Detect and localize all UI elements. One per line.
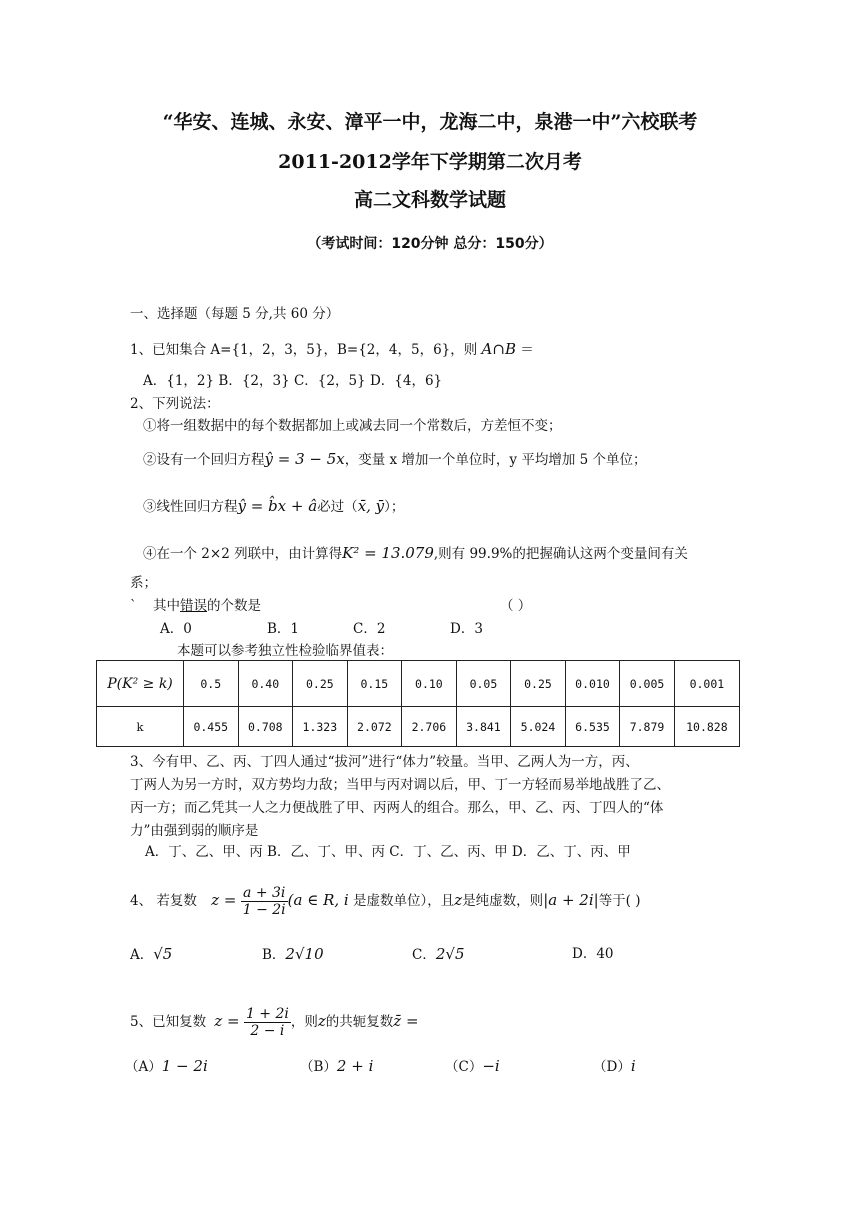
q4-fraction bbox=[241, 885, 288, 918]
page-title: 高二文科数学试题 bbox=[353, 189, 506, 211]
q2-s4-post: ,则有 99.9%的把握确认这两个变量间有关 bbox=[433, 546, 688, 562]
q5-mid: ，则 bbox=[290, 1014, 318, 1030]
table-cell: 10.828 bbox=[674, 707, 739, 747]
q3-line3: 丙一方；而乙凭其一人之力便战胜了甲、丙两人的组合。那么，甲、乙、丙、丁四人的“体 bbox=[130, 800, 664, 816]
q4-denominator: 1 − 2i bbox=[242, 902, 286, 918]
table-row bbox=[97, 661, 740, 707]
q5-option-d bbox=[593, 1056, 636, 1077]
q2-statement-4 bbox=[143, 543, 688, 564]
q2-option-d: D．3 bbox=[450, 621, 483, 637]
q1-stem: 1、已知集合 A={1，2，3，5}，B={2，4，5，6}，则 bbox=[130, 342, 478, 358]
q5-denominator: 2 − i bbox=[250, 1023, 285, 1039]
table-k-label: k bbox=[97, 707, 184, 747]
q4-opt-c-val: 2√5 bbox=[435, 945, 465, 963]
q4-option-b bbox=[262, 944, 324, 965]
q2-tick: ` bbox=[130, 598, 137, 614]
table-cell: 0.5 bbox=[184, 661, 239, 707]
q5-fraction bbox=[244, 1006, 291, 1039]
table-cell: 0.40 bbox=[238, 661, 293, 707]
q1-expr: A∩B bbox=[481, 340, 516, 358]
q2-table-note: 本题可以参考独立性检验临界值表： bbox=[177, 643, 393, 659]
q4-abs: |a + 2i| bbox=[543, 891, 599, 909]
table-cell: 0.25 bbox=[511, 661, 566, 707]
table-cell: 0.708 bbox=[238, 707, 293, 747]
q3-line4: 力”由强到弱的顺序是 bbox=[130, 823, 259, 839]
q2-option-a: A．0 bbox=[160, 621, 192, 637]
q5-option-a bbox=[125, 1056, 208, 1077]
q4-numerator: a + 3i bbox=[241, 885, 288, 902]
q2-s3-expr: ŷ = b̂x + â bbox=[237, 497, 318, 515]
q4-pre: 4、 若复数 bbox=[130, 893, 197, 909]
table-cell: 7.879 bbox=[620, 707, 675, 747]
table-cell: 2.072 bbox=[347, 707, 402, 747]
q5-z-eq: z = bbox=[214, 1012, 240, 1030]
question-5 bbox=[130, 1005, 419, 1039]
critical-value-table bbox=[96, 660, 740, 747]
q4-opt-c-label: C． bbox=[412, 947, 436, 963]
q4-opt-a-val: √5 bbox=[153, 945, 173, 963]
table-cell: 3.841 bbox=[456, 707, 511, 747]
q3-options: A．丁、乙、甲、丙 B．乙、丁、甲、丙 C．丁、乙、丙、甲 D．乙、丁、丙、甲 bbox=[145, 844, 631, 860]
q2-ask-underlined: 错误 bbox=[180, 598, 208, 614]
q4-mid2: 是纯虚数，则 bbox=[462, 893, 544, 909]
q2-s3-post: ）； bbox=[384, 499, 405, 515]
q4-mid: 是虚数单位），且 bbox=[353, 893, 455, 909]
q3-line2: 丁两人为另一方时，双方势均力敌；当甲与丙对调以后，甲、丁一方轻而易举地战胜了乙、 bbox=[130, 777, 670, 793]
exam-info: （考试时间：120分钟 总分：150分） bbox=[307, 236, 553, 252]
q2-option-c: C．2 bbox=[353, 621, 386, 637]
table-cell: 0.001 bbox=[674, 661, 739, 707]
table-cell: 0.05 bbox=[456, 661, 511, 707]
q2-s2-post: ，变量 x 增加一个单位时，y 平均增加 5 个单位； bbox=[344, 452, 647, 468]
q4-option-d: D．40 bbox=[572, 946, 614, 962]
q2-statement-3 bbox=[143, 496, 404, 517]
table-row bbox=[97, 707, 740, 747]
q5-z: z bbox=[317, 1012, 326, 1030]
q2-statement-4-wrap: 系； bbox=[130, 575, 157, 591]
q4-post: 等于( ) bbox=[598, 893, 641, 909]
q1-tail: ＝ bbox=[520, 342, 534, 358]
q2-s4-pre: ④在一个 2×2 列联中，由计算得 bbox=[143, 546, 343, 562]
q1-options: A．{1，2} B．{2，3} C．{2，5} D．{4，6} bbox=[143, 373, 443, 389]
section-title: 一、选择题（每题 5 分,共 60 分） bbox=[130, 306, 340, 322]
q5-opt-d-label: （D） bbox=[593, 1059, 631, 1075]
q5-opt-d-val: i bbox=[630, 1057, 636, 1075]
table-cell: 1.323 bbox=[293, 707, 348, 747]
q3-line1: 3、今有甲、乙、丙、丁四人通过“拔河”进行“体力”较量。当甲、乙两人为一方，丙、 bbox=[130, 754, 639, 770]
q5-opt-b-label: （B） bbox=[300, 1059, 337, 1075]
table-cell: 5.024 bbox=[511, 707, 566, 747]
table-cell: 0.005 bbox=[620, 661, 675, 707]
table-cell: 0.10 bbox=[402, 661, 457, 707]
header-line1: “华安、连城、永安、漳平一中，龙海二中，泉港一中”六校联考 bbox=[162, 111, 698, 133]
q4-option-c bbox=[412, 944, 465, 965]
q4-z: z bbox=[454, 891, 463, 909]
table-head-label: P(K² ≥ k) bbox=[97, 661, 184, 707]
q5-opt-c-label: （C） bbox=[445, 1059, 483, 1075]
table-cell: 0.25 bbox=[293, 661, 348, 707]
q2-stem: 2、下列说法： bbox=[130, 396, 220, 412]
q4-opt-b-label: B． bbox=[262, 947, 286, 963]
table-cell: 0.455 bbox=[184, 707, 239, 747]
q2-answer-paren: （ ） bbox=[500, 598, 532, 614]
q4-option-a bbox=[130, 944, 172, 965]
q2-ask-pre: 其中 bbox=[153, 598, 181, 614]
q2-s3-pre: ③线性回归方程 bbox=[143, 499, 238, 515]
q2-statement-2 bbox=[143, 449, 647, 470]
q4-opt-a-label: A． bbox=[130, 947, 154, 963]
q5-opt-a-label: （A） bbox=[125, 1059, 162, 1075]
q2-option-b: B．1 bbox=[267, 621, 300, 637]
table-cell: 0.15 bbox=[347, 661, 402, 707]
q4-opt-b-val: 2√10 bbox=[285, 945, 324, 963]
q2-ask bbox=[130, 596, 261, 616]
q5-numerator: 1 + 2i bbox=[245, 1006, 289, 1022]
question-4 bbox=[130, 884, 641, 918]
q2-s2-pre: ②设有一个回归方程 bbox=[143, 452, 265, 468]
table-cell: 6.535 bbox=[565, 707, 620, 747]
table-cell: 2.706 bbox=[402, 707, 457, 747]
q2-statement-1: ①将一组数据中的每个数据都加上或减去同一个常数后，方差恒不变； bbox=[143, 418, 562, 434]
q5-opt-a-val: 1 − 2i bbox=[161, 1057, 208, 1075]
q5-option-b bbox=[300, 1056, 373, 1077]
q4-z-eq: z = bbox=[211, 891, 237, 909]
q2-s3-point: x̄, ȳ bbox=[357, 497, 385, 515]
q5-zbar: z̄ = bbox=[393, 1012, 419, 1030]
q5-option-c bbox=[445, 1056, 500, 1077]
q5-opt-c-val: −i bbox=[482, 1057, 500, 1075]
q2-s3-mid: 必过（ bbox=[317, 499, 358, 515]
question-1 bbox=[130, 339, 534, 360]
q5-opt-b-val: 2 + i bbox=[336, 1057, 374, 1075]
q5-pre: 5、已知复数 bbox=[130, 1014, 207, 1030]
q2-s2-expr: ŷ = 3 − 5x bbox=[264, 450, 345, 468]
q2-ask-post: 的个数是 bbox=[207, 598, 262, 614]
q2-s4-expr: K² = 13.079 bbox=[342, 544, 434, 562]
q4-condition: (a ∈ R, i bbox=[287, 891, 349, 909]
q5-mid2: 的共轭复数 bbox=[325, 1014, 394, 1030]
table-cell: 0.010 bbox=[565, 661, 620, 707]
header-line2: 2011-2012学年下学期第二次月考 bbox=[278, 151, 582, 173]
